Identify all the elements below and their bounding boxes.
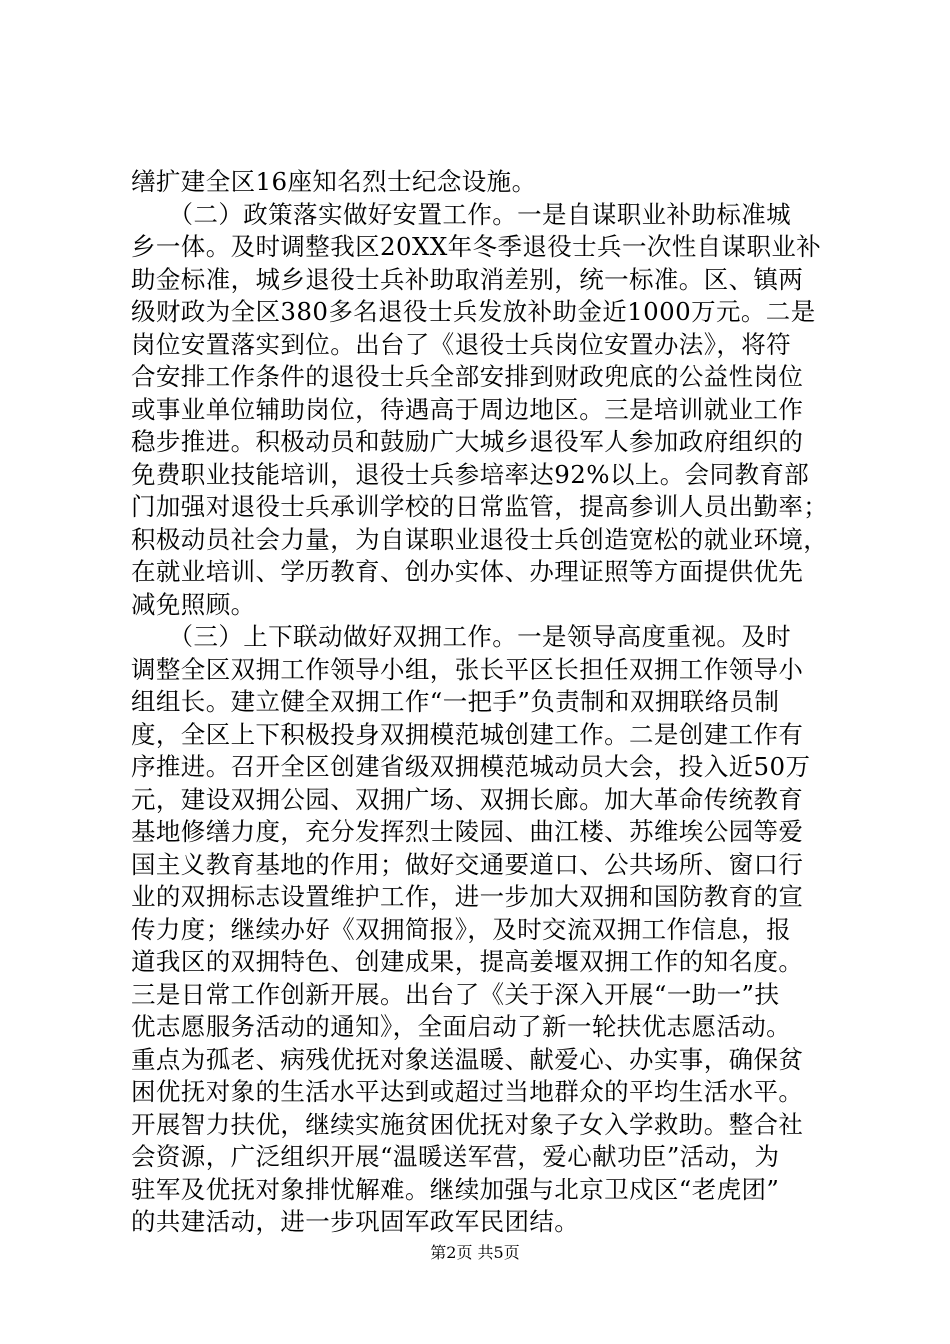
- text-line: 元，建设双拥公园、双拥广场、双拥长廊。加大革命传统教育: [131, 784, 804, 814]
- text-line: 道我区的双拥特色、创建成果，提高姜堰双拥工作的知名度。: [131, 947, 804, 976]
- text-line: 合安排工作条件的退役士兵全部安排到财政兜底的公益性岗位: [131, 362, 804, 391]
- page-number: 第2页 共5页: [430, 1243, 520, 1262]
- text-line: 或事业单位辅助岗位，待遇高于周边地区。三是培训就业工作: [131, 394, 804, 424]
- text-line: 困优抚对象的生活水平达到或超过当地群众的平均生活水平。: [131, 1077, 804, 1106]
- text-line: 驻军及优抚对象排忧解难。继续加强与北京卫戍区“老虎团”: [131, 1174, 780, 1204]
- text-line: 会资源，广泛组织开展“温暖送军营，爱心献功臣”活动，为: [131, 1142, 780, 1171]
- text-line: 优志愿服务活动的通知》，全面启动了新一轮扶优志愿活动。: [131, 1012, 792, 1041]
- text-line: 国主义教育基地的作用；做好交通要道口、公共场所、窗口行: [131, 849, 804, 879]
- text-line: 组组长。建立健全双拥工作“一把手”负责制和双拥联络员制: [131, 687, 780, 716]
- text-line: 岗位安置落实到位。出台了《退役士兵岗位安置办法》，将符: [131, 329, 792, 359]
- page-footer: [0, 1243, 950, 1263]
- text-line: 在就业培训、学历教育、创办实体、办理证照等方面提供优先: [131, 557, 804, 586]
- text-line: 乡一体。及时调整我区20XX年冬季退役士兵一次性自谋职业补: [131, 232, 822, 261]
- text-line: 重点为孤老、病残优抚对象送温暖、献爱心、办实事，确保贫: [131, 1044, 804, 1074]
- text-line: 积极动员社会力量，为自谋职业退役士兵创造宽松的就业环境，: [131, 524, 829, 554]
- text-line: 传力度；继续办好《双拥简报》，及时交流双拥工作信息，报: [131, 914, 792, 944]
- text-line: （二）政策落实做好安置工作。一是自谋职业补助标准城: [131, 199, 792, 229]
- text-line: 三是日常工作创新开展。出台了《关于深入开展“一助一”扶: [131, 979, 780, 1009]
- text-line: （三）上下联动做好双拥工作。一是领导高度重视。及时: [131, 622, 792, 651]
- text-line: 业的双拥标志设置维护工作，进一步加大双拥和国防教育的宣: [131, 882, 804, 911]
- text-line: 门加强对退役士兵承训学校的日常监管，提高参训人员出勤率；: [131, 492, 829, 521]
- text-line: 助金标准，城乡退役士兵补助取消差别，统一标准。区、镇两: [131, 264, 804, 294]
- text-line: 缮扩建全区16座知名烈士纪念设施。: [131, 167, 537, 196]
- text-line: 级财政为全区380多名退役士兵发放补助金近1000万元。二是: [131, 297, 816, 326]
- text-line: 开展智力扶优，继续实施贫困优抚对象子女入学救助。整合社: [131, 1109, 804, 1139]
- text-line: 的共建活动，进一步巩固军政军民团结。: [131, 1207, 580, 1236]
- text-line: 基地修缮力度，充分发挥烈士陵园、曲江楼、苏维埃公园等爱: [131, 817, 804, 846]
- text-line: 调整全区双拥工作领导小组，张长平区长担任双拥工作领导小: [131, 654, 804, 684]
- text-line: 度，全区上下积极投身双拥模范城创建工作。二是创建工作有: [131, 719, 804, 749]
- text-line: 减免照顾。: [131, 589, 256, 619]
- text-line: 稳步推进。积极动员和鼓励广大城乡退役军人参加政府组织的: [131, 427, 804, 456]
- text-line: 序推进。召开全区创建省级双拥模范城动员大会，投入近50万: [131, 752, 811, 781]
- text-line: 免费职业技能培训，退役士兵参培率达92%以上。会同教育部: [131, 459, 810, 489]
- document-body: [131, 166, 831, 1239]
